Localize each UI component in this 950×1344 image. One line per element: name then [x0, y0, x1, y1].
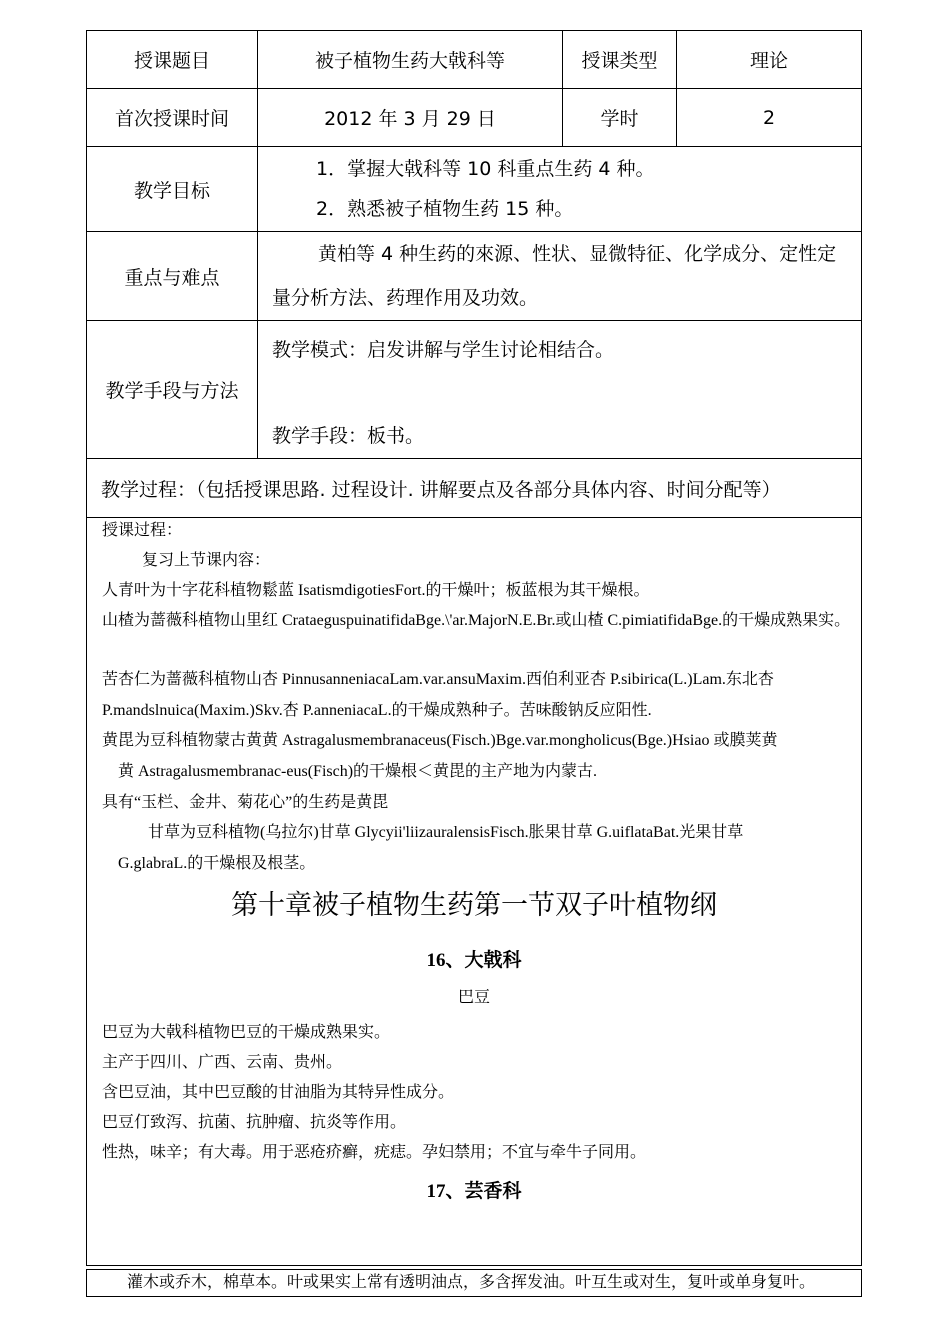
- drug-line: 巴豆为大戟科植物巴豆的干燥成熟果实。: [102, 1024, 391, 1041]
- hours-label: 学时: [563, 89, 677, 147]
- method-label: 教学手段与方法: [87, 321, 258, 459]
- footer-line: 灌木或乔木，棉草本。叶或果实上常有透明油点，多含挥发油。叶互生或对生，复叶或单身复叶。: [86, 1269, 862, 1297]
- method-mode: 教学模式：启发讲解与学生讨论相结合。: [272, 339, 615, 361]
- section-title: 17、芸香科: [426, 1181, 522, 1202]
- topic-value: 被子植物生药大戟科等: [258, 31, 563, 89]
- review-line: 黄毘为豆科植物蒙古黄黄 Astragalusmembranaceus(Fisch.)Bge.var.mongholicus(Bge.)Hsiao 或膜荚黄: [102, 732, 778, 749]
- goal-label: 教学目标: [87, 147, 258, 232]
- review-line: 苦杏仁为蔷薇科植物山杏 PinnusanneniacaLam.var.ansuMaxim.西伯利亚杏 P.sibirica(L.)Lam.东北杏 P.mandslnuica(Maxim.)Skv.杏 P.anneniacaL.的干燥成熟种子。苦味酸钠反应阳性.: [102, 671, 774, 719]
- chapter-title: 第十章被子植物生药第一节双子叶植物纲: [231, 890, 717, 921]
- focus-label: 重点与难点: [87, 232, 258, 321]
- review-line: 甘草为豆科植物(乌拉尔)甘草 Glycyii'liizauralensisFisch.胀果甘草 G.uiflataBat.光果甘草: [148, 824, 744, 841]
- type-value: 理论: [677, 31, 862, 89]
- section-title: 16、大戟科: [426, 950, 522, 971]
- review-line: G.glabraL.的干燥根及根茎。: [118, 855, 316, 872]
- first-time-value: 2012 年 3 月 29 日: [258, 89, 563, 147]
- goal-item: 1．掌握大戟科等 10 科重点生药 4 种。: [316, 158, 655, 180]
- review-line: 山楂为蔷薇科植物山里红 CrataeguspuinatifidaBge.\'ar.MajorN.E.Br.或山楂 C.pimiatifidaBge.的干燥成熟果实。: [102, 612, 851, 629]
- drug-line: 巴豆仃致泻、抗菌、抗肿瘤、抗炎等作用。: [102, 1114, 407, 1131]
- focus-value: 黄柏等 4 种生药的來源、性状、显微特征、化学成分、定性定量分析方法、药理作用及功效。: [272, 243, 837, 309]
- focus-cell: [258, 232, 862, 321]
- process-title: 授课过程：: [102, 522, 183, 539]
- topic-label: 授课题目: [87, 31, 258, 89]
- review-line: 具有“玉栏、金井、菊花心”的生药是黄毘: [102, 794, 389, 811]
- method-cell: [258, 321, 862, 459]
- hours-value: 2: [677, 89, 862, 147]
- drug-line: 主产于四川、广西、云南、贵州。: [102, 1054, 343, 1071]
- goal-list: [258, 147, 862, 232]
- type-label: 授课类型: [563, 31, 677, 89]
- review-line: 人青叶为十字花科植物鬆蓝 IsatismdigotiesFort.的干燥叶；板蓝根为其干燥根。: [102, 582, 650, 599]
- review-title: 复习上节课内容：: [142, 552, 271, 569]
- drug-title: 巴豆: [457, 989, 490, 1006]
- drug-line: 含巴豆油，其中巴豆酸的甘油脂为其特异性成分。: [102, 1084, 455, 1101]
- first-time-label: 首次授课时间: [87, 89, 258, 147]
- goal-item: 2．熟悉被子植物生药 15 种。: [316, 198, 574, 220]
- process-header: 教学过程：（包括授课思路. 过程设计. 讲解要点及各部分具体内容、时间分配等）: [87, 459, 862, 518]
- lesson-info-table: [86, 30, 862, 518]
- method-tool: 教学手段：板书。: [272, 425, 425, 447]
- drug-line: 性热，味辛；有大毒。用于恶疮疥癣，疣痣。孕妇禁用；不宜与牵牛子同用。: [102, 1144, 647, 1161]
- review-line: 黄 Astragalusmembranac-eus(Fisch)的干燥根＜黄毘的主产地为内蒙古.: [118, 763, 598, 780]
